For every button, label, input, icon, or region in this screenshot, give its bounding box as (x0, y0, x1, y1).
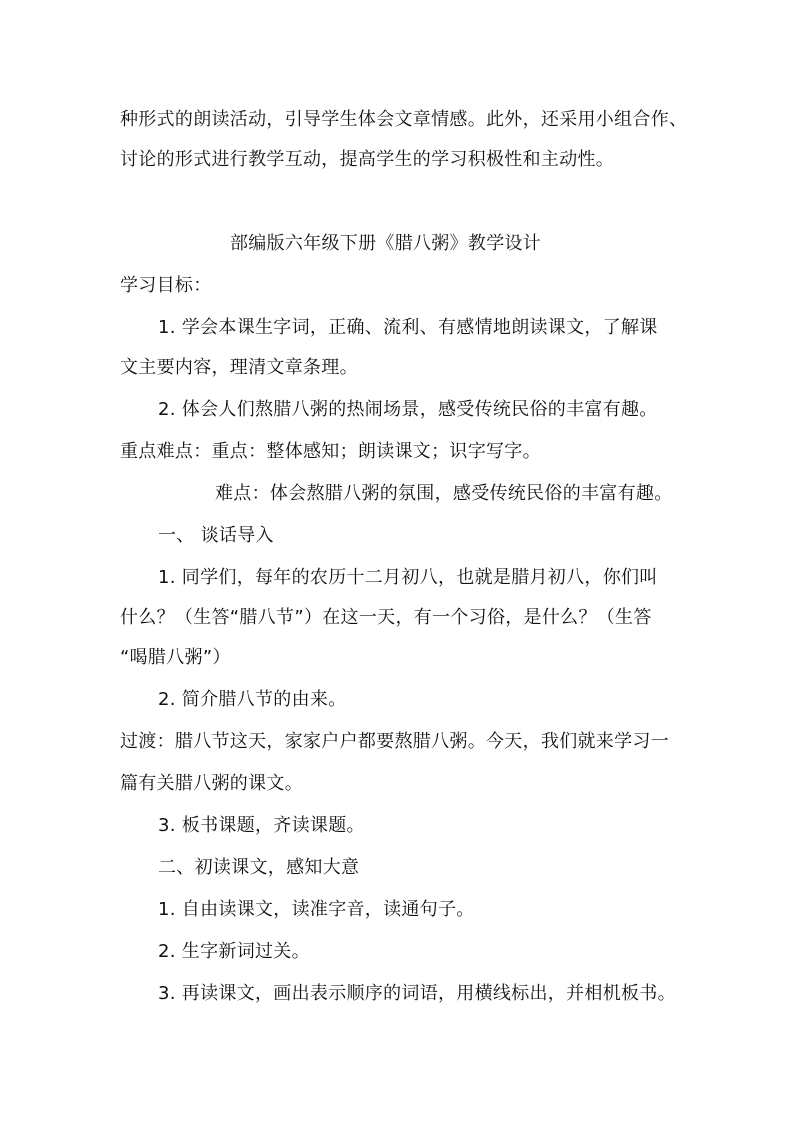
intro-item-1: 1. 同学们，每年的农历十二月初八，也就是腊月初八，你们叫 (158, 567, 658, 588)
key-points-line: 重点难点：重点：整体感知；朗读课文；识字写字。 (120, 441, 541, 462)
reading-item-1: 1. 自由读课文，读准字音，读通句子。 (158, 899, 475, 920)
transition-line-continued: 篇有关腊八粥的课文。 (120, 773, 303, 794)
difficulty-line: 难点：体会熬腊八粥的氛围，感受传统民俗的丰富有趣。 (215, 483, 673, 504)
intro-item-1-continued: 什么？（生答“腊八节”）在这一天，有一个习俗，是什么？（生答 (120, 607, 652, 628)
body-text-line: 种形式的朗读活动，引导学生体会文章情感。此外，还采用小组合作、 (120, 109, 688, 130)
goal-item-2: 2. 体会人们熬腊八粥的热闹场景，感受传统民俗的丰富有趣。 (158, 399, 658, 420)
section-heading-learning-goals: 学习目标： (120, 275, 212, 296)
section-heading-first-reading: 二、初读课文，感知大意 (158, 857, 360, 878)
intro-item-2: 2. 简介腊八节的由来。 (158, 689, 347, 710)
intro-item-1-continued-2: “喝腊八粥”） (120, 647, 231, 668)
body-text-line: 讨论的形式进行教学互动，提高学生的学习积极性和主动性。 (120, 149, 615, 170)
goal-item-1-continued: 文主要内容，理清文章条理。 (120, 357, 358, 378)
goal-item-1: 1. 学会本课生字词，正确、流利、有感情地朗读课文，了解课 (158, 317, 658, 338)
document-title: 部编版六年级下册《腊八粥》教学设计 (230, 233, 542, 254)
section-heading-intro: 一、 谈话导入 (158, 525, 274, 546)
transition-line: 过渡：腊八节这天，家家户户都要熬腊八粥。今天，我们就来学习一 (120, 731, 669, 752)
reading-item-3: 3. 再读课文，画出表示顺序的词语，用横线标出，并相机板书。 (158, 983, 676, 1004)
reading-item-2: 2. 生字新词过关。 (158, 941, 310, 962)
intro-item-3: 3. 板书课题，齐读课题。 (158, 815, 365, 836)
